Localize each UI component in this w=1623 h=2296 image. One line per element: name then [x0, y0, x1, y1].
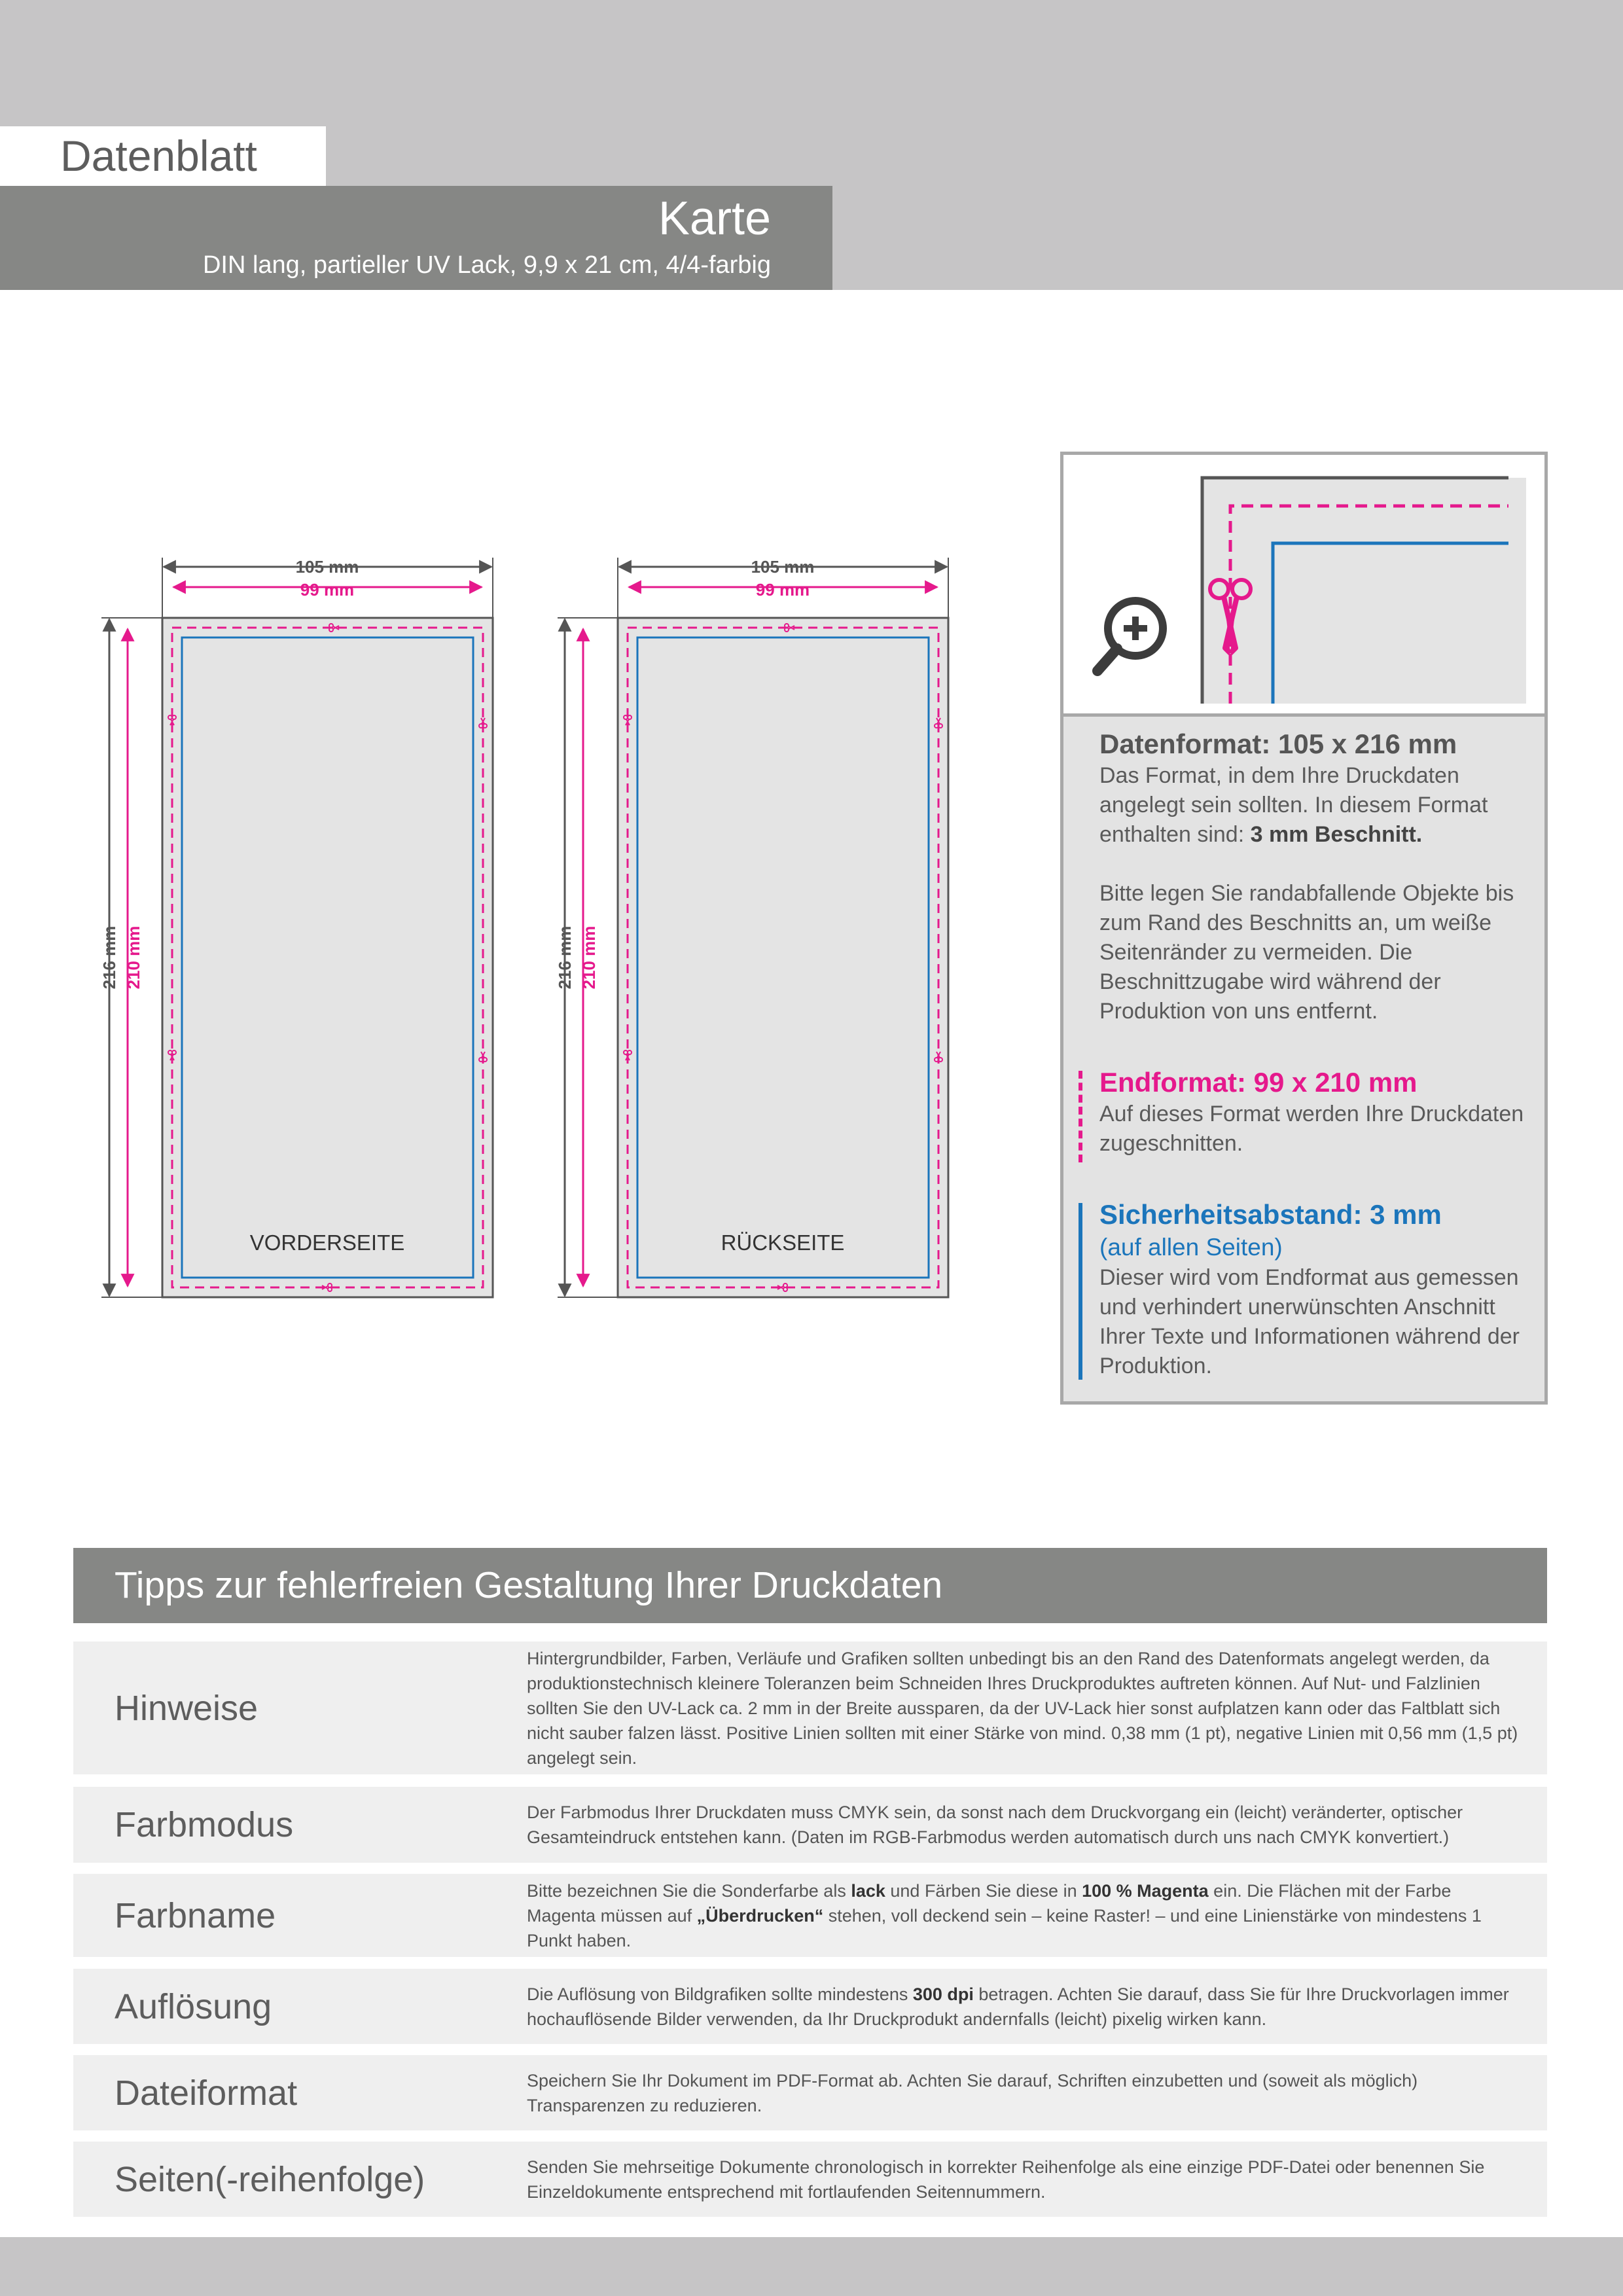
- tips-text: Der Farbmodus Ihrer Druckdaten muss CMYK sein, da sonst nach dem Druckvorgang ein (leicht) veränderter, optischer Gesamteindruck entstehen kann. (Daten im RGB-Farbmodus werden automatisch durch uns nach CMYK konvertiert.): [527, 1803, 1463, 1847]
- tips-row-farbname: [73, 1874, 1547, 1957]
- safety-title: Sicherheitsabstand: 3 mm: [1099, 1199, 1442, 1230]
- tips-text: Die Auflösung von Bildgrafiken sollte mindestens 300 dpi betragen. Achten Sie darauf, dass Sie für Ihre Druckvorlagen immer hochauflösende Bilder verwenden, da Ihr Druckprodukt andernfalls (leicht) pixelig wirken kann.: [527, 1984, 1509, 2029]
- tips-row-farbmodus: [73, 1787, 1547, 1863]
- zoom-detail: [1063, 455, 1544, 717]
- endformat-text: Auf dieses Format werden Ihre Druckdaten zugeschnitten.: [1099, 1102, 1524, 1156]
- safety-text: Dieser wird vom Endformat aus gemessen und verhindert unerwünschten Anschnitt Ihrer Texte und Informationen während der Produktion.: [1099, 1265, 1520, 1378]
- tips-label: Farbmodus: [115, 1805, 294, 1844]
- front-width-inner: 99 mm: [300, 580, 355, 600]
- back-side-diagram: [555, 557, 948, 1297]
- front-label: VORDERSEITE: [249, 1230, 405, 1255]
- tips-text: Speichern Sie Ihr Dokument im PDF-Format ab. Achten Sie darauf, Schriften einzubetten und (soweit als möglich) Transparenzen zu reduzieren.: [527, 2070, 1418, 2115]
- datenformat-bleed: 3 mm Beschnitt.: [1250, 822, 1423, 847]
- tips-label: Auflösung: [115, 1986, 272, 2026]
- front-side-diagram: [99, 557, 493, 1297]
- tips-label: Dateiformat: [115, 2073, 298, 2113]
- tips-row-dateiformat: [73, 2055, 1547, 2130]
- tips-header: Tipps zur fehlerfreien Gestaltung Ihrer Druckdaten: [73, 1548, 1547, 1623]
- datenformat-text: Das Format, in dem Ihre Druckdaten angelegt sein sollten. In diesem Format enthalten sind:: [1099, 763, 1488, 847]
- endformat-marker: [1079, 1071, 1082, 1162]
- zoom-plus-icon: [1097, 601, 1163, 671]
- format-diagram: [0, 537, 1021, 1322]
- back-label: RÜCKSEITE: [721, 1230, 845, 1255]
- tips-label: Hinweise: [115, 1688, 259, 1728]
- datenformat-title: Datenformat: 105 x 216 mm: [1099, 728, 1457, 759]
- datenformat-block: [1099, 727, 1531, 1026]
- back-height-outer: 216 mm: [555, 925, 575, 990]
- product-title: Karte: [658, 192, 771, 245]
- endformat-block: [1099, 1066, 1531, 1158]
- safety-marker: [1079, 1203, 1082, 1380]
- title-bar: [0, 186, 832, 290]
- tips-label: Seiten(-reihenfolge): [115, 2159, 425, 2199]
- tips-text: Senden Sie mehrseitige Dokumente chronologisch in korrekter Reihenfolge als eine einzige PDF-Datei oder benennen Sie Einzeldokumente entsprechend mit fortlaufenden Seitennummern.: [527, 2157, 1485, 2202]
- safety-block: [1099, 1198, 1531, 1381]
- datenblatt-label: Datenblatt: [0, 126, 326, 186]
- info-text: [1099, 727, 1531, 1381]
- back-width-outer: 105 mm: [751, 557, 815, 577]
- front-height-inner: 210 mm: [124, 925, 143, 990]
- back-height-inner: 210 mm: [579, 925, 599, 990]
- front-width-outer: 105 mm: [295, 557, 359, 577]
- tips-text: Bitte bezeichnen Sie die Sonderfarbe als lack und Färben Sie diese in 100 % Magenta ein. Die Flächen mit der Farbe Magenta müssen auf „Überdrucken“ stehen, voll deckend sein – keine Raster! – und eine Linienstärke von mindestens 1 Punkt haben.: [527, 1880, 1482, 1950]
- tips-label: Farbname: [115, 1895, 276, 1935]
- endformat-title: Endformat: 99 x 210 mm: [1099, 1067, 1418, 1098]
- bottom-band: [0, 2237, 1623, 2296]
- tips-text: Hintergrundbilder, Farben, Verläufe und Grafiken sollten unbedingt bis an den Rand des Datenformats angelegt werden, da produktionstechnisch kleinere Toleranzen beim Schneiden Ihres Druckproduktes auftreten können. Auf Nut- und Falzlinien sollten Sie den UV-Lack ca. 2 mm in der Breite aussparen, da der UV-Lack hier sonst aufplatzen kann oder das Faltblatt sich nicht sauber falzen lässt. Positive Linien sollten mit einer Stärke von mind. 0,38 mm (1 pt), negative Linien mit 0,56 mm (1,5 pt) angelegt sein.: [527, 1648, 1518, 1768]
- product-subtitle: DIN lang, partieller UV Lack, 9,9 x 21 cm, 4/4-farbig: [202, 251, 771, 279]
- safety-subtitle: (auf allen Seiten): [1099, 1234, 1283, 1261]
- tips-row-seiten: [73, 2142, 1547, 2217]
- tips-row-hinweise: [73, 1641, 1547, 1774]
- info-panel: [1060, 452, 1548, 1405]
- tips-row-aufloesung: [73, 1969, 1547, 2044]
- back-width-inner: 99 mm: [755, 580, 810, 600]
- front-height-outer: 216 mm: [99, 925, 119, 990]
- datenformat-hint: Bitte legen Sie randabfallende Objekte bis zum Rand des Beschnitts an, um weiße Seitenränder zu vermeiden. Die Beschnittzugabe wird während der Produktion von uns entfernt.: [1099, 881, 1514, 1024]
